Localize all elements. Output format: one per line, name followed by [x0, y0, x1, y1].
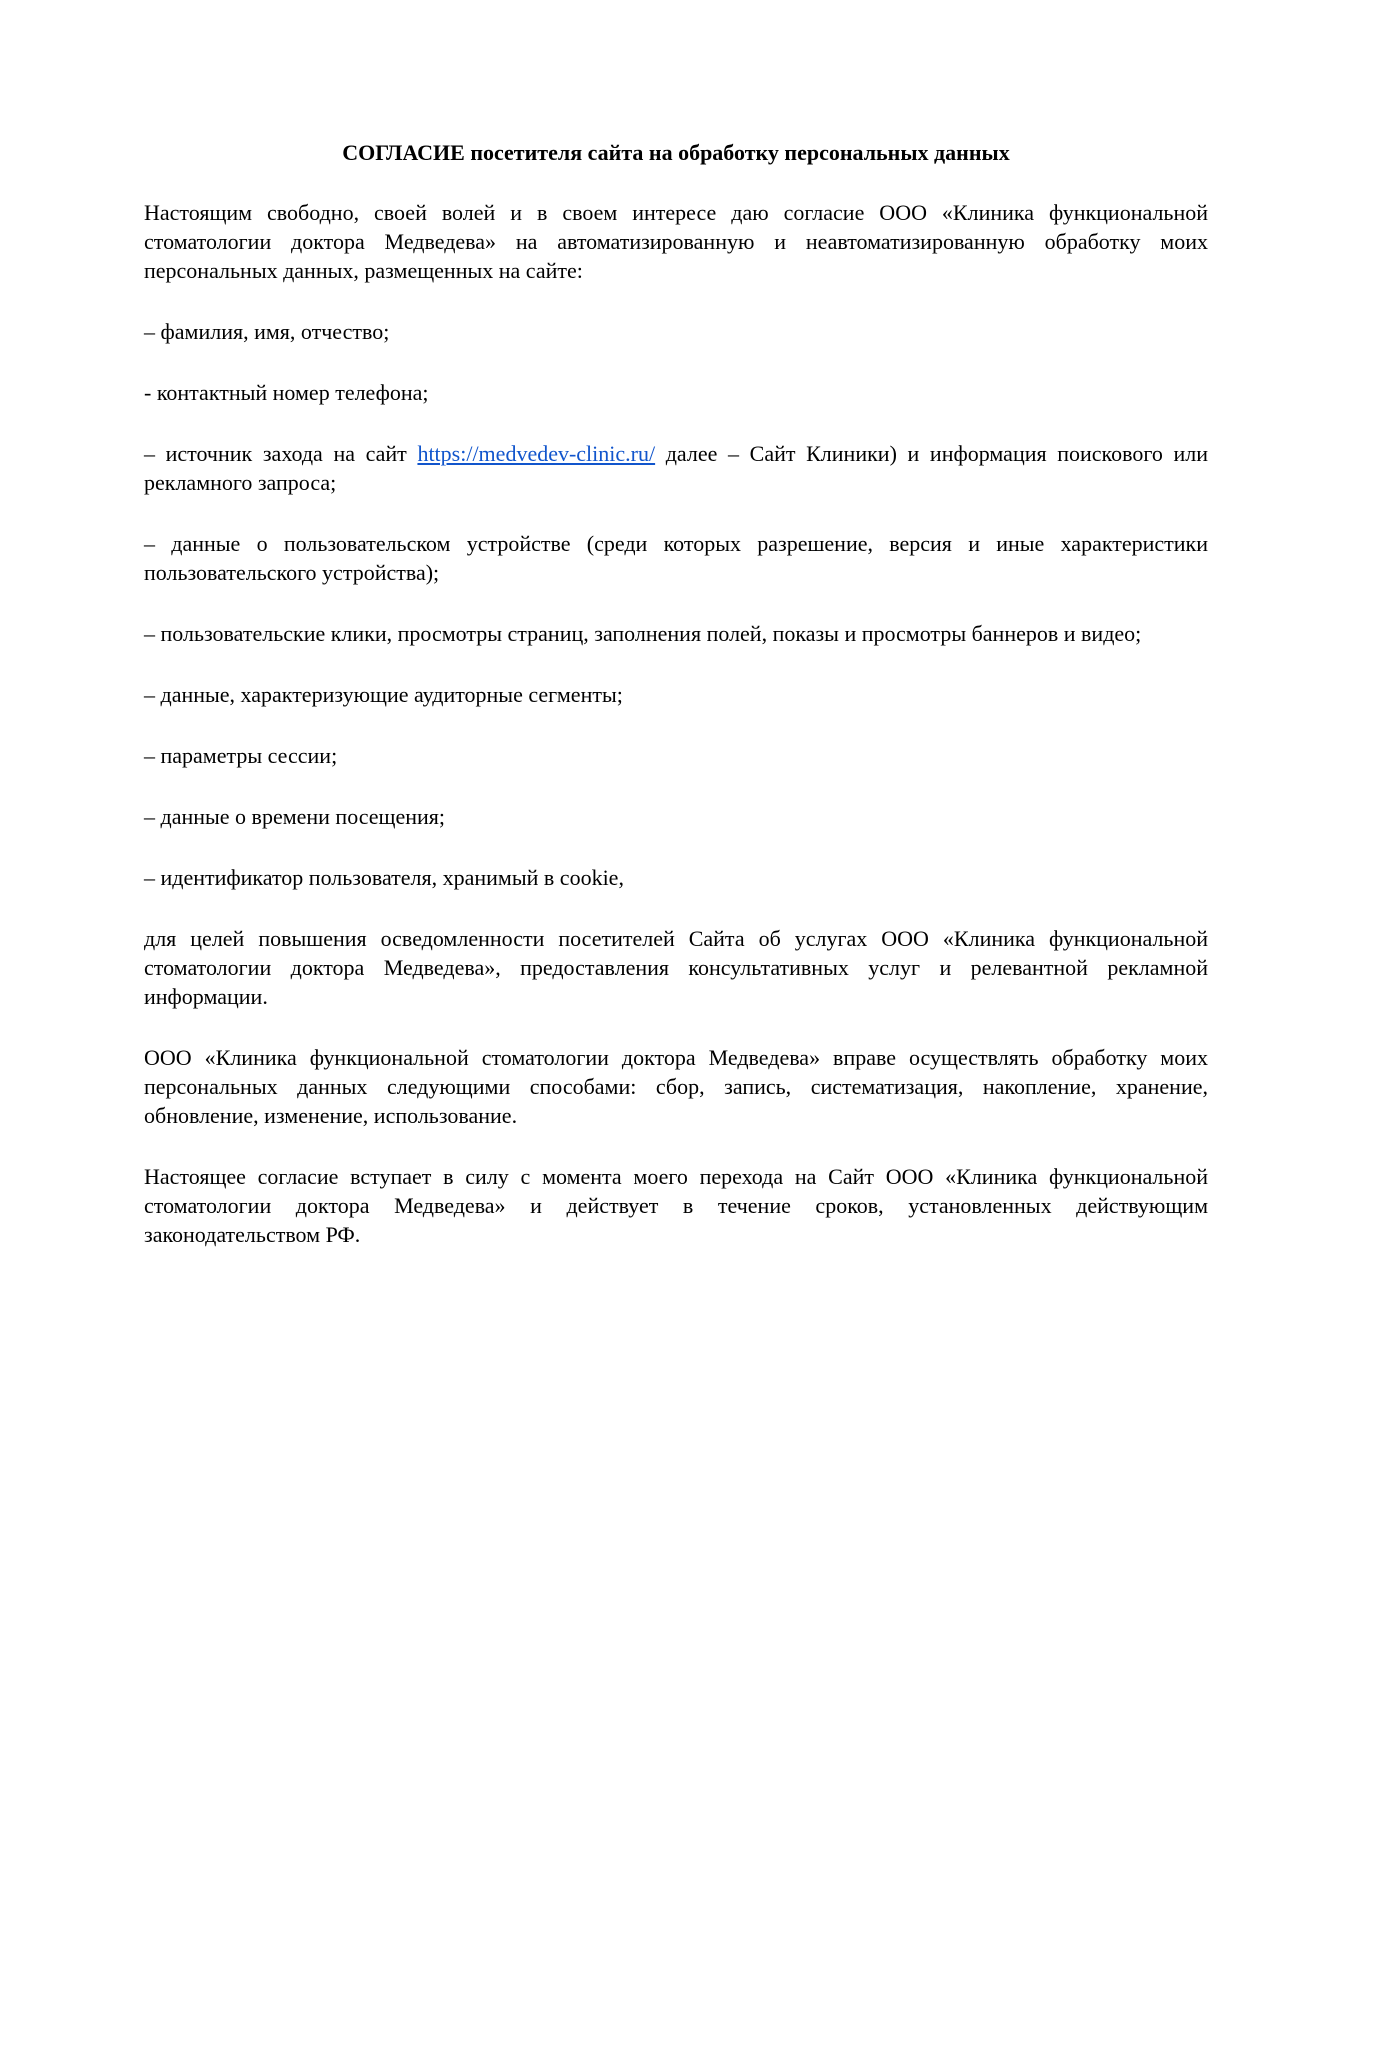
source-prefix-text: – источник захода на сайт: [144, 441, 418, 466]
methods-paragraph: ООО «Клиника функциональной стоматологии доктора Медведева» вправе осуществлять обработку моих персональных данных следующими способами: сбор, запись, систематизация, накопление, хранение, обновление, изменение, использование.: [144, 1045, 1208, 1128]
document-page: [144, 138, 1208, 1281]
list-item-phone: - контактный номер телефона;: [144, 380, 429, 405]
list-item-full-name: – фамилия, имя, отчество;: [144, 319, 390, 344]
validity-paragraph: Настоящее согласие вступает в силу с момента моего перехода на Сайт ООО «Клиника функциональной стоматологии доктора Медведева» и действует в течение сроков, установленных действующим законодательством РФ.: [144, 1164, 1208, 1247]
list-item-visit-time: – данные о времени посещения;: [144, 804, 446, 829]
list-item-device: – данные о пользовательском устройстве (среди которых разрешение, версия и иные характеристики пользовательского устройства);: [144, 531, 1208, 585]
list-item-source: [144, 439, 1208, 497]
source-suffix-text: далее – Сайт Клиники) и информация поискового или рекламного запроса;: [144, 441, 1208, 495]
intro-paragraph: Настоящим свободно, своей волей и в своем интересе даю согласие ООО «Клиника функциональной стоматологии доктора Медведева» на автоматизированную и неавтоматизированную обработку моих персональных данных, размещенных на сайте:: [144, 200, 1208, 283]
list-item-clicks: – пользовательские клики, просмотры страниц, заполнения полей, показы и просмотры баннеров и видео;: [144, 621, 1142, 646]
list-item-cookie-id: – идентификатор пользователя, хранимый в cookie,: [144, 865, 624, 890]
list-item-session: – параметры сессии;: [144, 743, 338, 768]
site-link[interactable]: https://medvedev-clinic.ru/: [417, 441, 656, 466]
purpose-paragraph: для целей повышения осведомленности посетителей Сайта об услугах ООО «Клиника функциональной стоматологии доктора Медведева», предоставления консультативных услуг и релевантной рекламной информации.: [144, 926, 1208, 1009]
document-title: СОГЛАСИЕ посетителя сайта на обработку персональных данных: [342, 140, 1010, 165]
list-item-segments: – данные, характеризующие аудиторные сегменты;: [144, 682, 623, 707]
